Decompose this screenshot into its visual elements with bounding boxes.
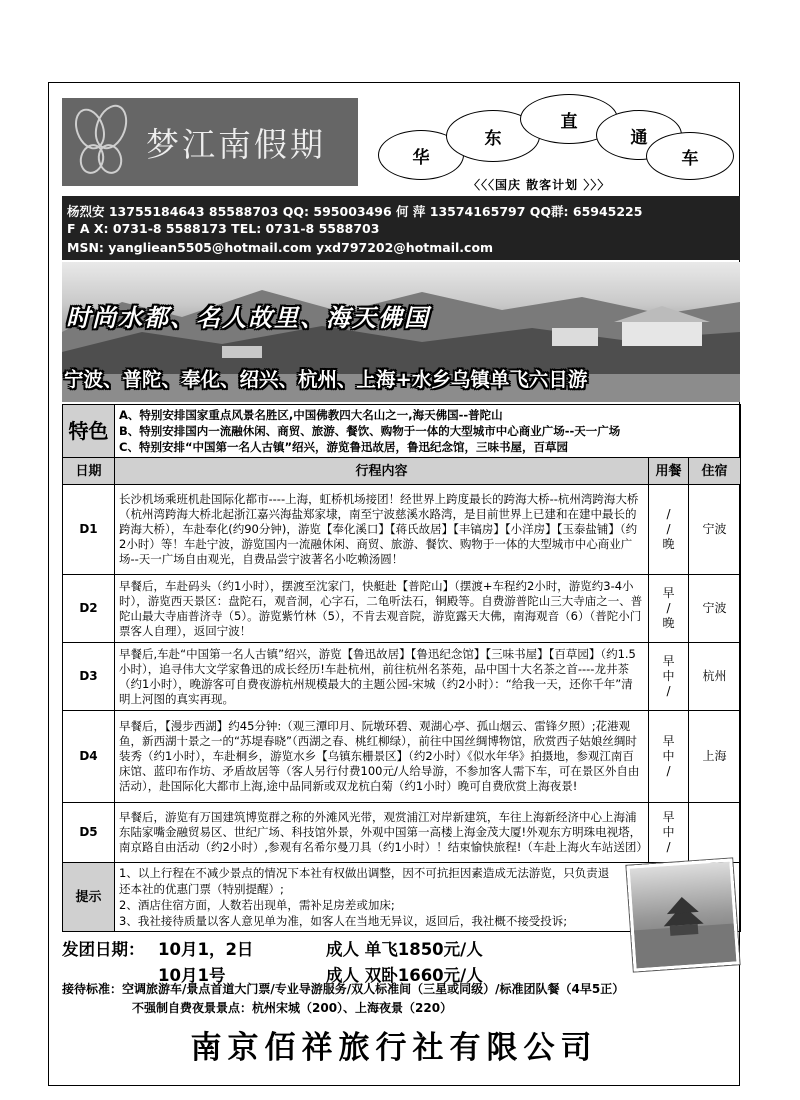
day-meal: 早 / 晚 bbox=[649, 575, 689, 643]
day-label: D2 bbox=[63, 575, 115, 643]
day-label: D1 bbox=[63, 485, 115, 575]
table-row bbox=[63, 711, 741, 803]
header-meal: 用餐 bbox=[649, 458, 689, 485]
departure-date: 10月1号 bbox=[158, 966, 226, 985]
pagoda-illustration bbox=[630, 862, 737, 969]
title-char: 华 bbox=[378, 130, 464, 180]
header-stay: 住宿 bbox=[689, 458, 741, 485]
feature-item: A、特别安排国家重点风景名胜区,中国佛教四大名山之一,海天佛国--普陀山 bbox=[119, 408, 503, 422]
departure-price: 成人 双卧1660元/人 bbox=[326, 966, 483, 985]
day-stay bbox=[689, 803, 741, 863]
day-meal: 早 中 / bbox=[649, 643, 689, 711]
table-header-row bbox=[63, 458, 741, 485]
tip-item: 1、以上行程在不减少景点的情况下本社有权做出调整，因不可抗拒因素造成无法游览，只负责退还本社的优惠门票（特别提醒）; bbox=[119, 866, 610, 896]
brand-name: 梦江南假期 bbox=[146, 124, 326, 164]
standard-line: 接待标准：空调旅游车/景点首道大门票/专业导游服务/双人标准间（三星或同级）/标准团队餐（4早5正） bbox=[62, 982, 625, 996]
day-meal: / / 晚 bbox=[649, 485, 689, 575]
day-content: 长沙机场乘班机赴国际化都市----上海，虹桥机场接团！经世界上跨度最长的跨海大桥--杭州湾跨海大桥（杭州湾跨海大桥北起浙江嘉兴海盐郑家埭，南至宁波慈溪水路湾，是目前世界上已建和在建中最长的跨海大桥），车赴奉化(约90分钟)，游览【奉化溪口】【蒋氏故居】【丰镐房】【小洋房】【玉泰盐铺】（约2小时）等！车赴宁波，游览国内一流融休闲、商贸、旅游、餐饮、购物于一体的大型城市中心商业广场--天一广场自由观光，自费品尝宁波著名小吃赖汤圆！ bbox=[115, 485, 649, 575]
day-label: D4 bbox=[63, 711, 115, 803]
service-standard bbox=[62, 980, 624, 1018]
day-content: 早餐后，车赴码头（约1小时），摆渡至沈家门，快艇赴【普陀山】（摆渡+车程约2小时，游览约3-4小时），游览西天景区：盘陀石，观音洞，心字石，二龟听法石，铜殿等。自费游普陀山三大寺庙之一、普陀山最大寺庙普济寺（5）。游览紫竹林（5），不肯去观音院，游览露天大佛，南海观音（6）（普陀小门票客人自理），返回宁波！ bbox=[115, 575, 649, 643]
table-row bbox=[63, 643, 741, 711]
departure-date: 10月1，2日 bbox=[158, 940, 254, 959]
banner-slogan: 时尚水都、名人故里、海天佛国 bbox=[66, 304, 430, 332]
title-char: 通 bbox=[596, 110, 682, 160]
departure-label: 发团日期： bbox=[62, 940, 145, 959]
features-body bbox=[115, 405, 741, 458]
contact-line-3: MSN: yangliean5505@hotmail.com yxd797202@hotmail.com bbox=[67, 240, 494, 255]
pagoda-photo bbox=[626, 858, 739, 971]
header-day: 日期 bbox=[63, 458, 115, 485]
table-row bbox=[63, 803, 741, 863]
day-content: 早餐后，【漫步西湖】约45分钟:（观三潭印月、阮墩环碧、观湖心亭、孤山烟云、雷锋夕照）;花港观鱼，新西湖十景之一的“苏堤春晓”（西湖之春、桃红柳绿），前往中国丝绸博物馆，欣赏西子姑娘丝绸时装秀（约1小时），车赴桐乡，游览水乡【乌镇东栅景区】（约2小时）《似水年华》拍摄地，参观江南百床馆、蓝印布作坊、矛盾故居等（客人另行付费100元/人给导游，不参加客人需下车，可在景区外自由活动），赴国际化大都市上海,途中品同新或双龙杭白菊（约1小时）晚可自费欣赏上海夜景! bbox=[115, 711, 649, 803]
departure-info bbox=[62, 936, 483, 986]
feature-item: C、特别安排“中国第一名人古镇”绍兴，游览鲁迅故居，鲁迅纪念馆，三味书屋，百草园 bbox=[119, 440, 569, 454]
title-char: 车 bbox=[646, 132, 734, 180]
optional-line: 不强制自费夜景景点：杭州宋城（200）、上海夜景（220） bbox=[132, 1001, 453, 1015]
day-meal: 早 中 / bbox=[649, 711, 689, 803]
table-row bbox=[63, 575, 741, 643]
day-content: 早餐后,车赴“中国第一名人古镇”绍兴，游览【鲁迅故居】【鲁迅纪念馆】【三味书屋】【百草园】（约1.5小时），追寻伟大文学家鲁迅的成长经历!车赴杭州，前往杭州名茶苑，品中国十大名茶之首----龙井茶（约1小时），晚游客可自费夜游杭州规模最大的主题公园-宋城（约2小时）：“给我一天，还你千年”清明上河图的真实再现。 bbox=[115, 643, 649, 711]
tip-item: 2、酒店住宿方面，人数若出现单，需补足房差或加床; bbox=[119, 898, 395, 912]
day-stay: 宁波 bbox=[689, 575, 741, 643]
tips-head: 提示 bbox=[63, 863, 115, 932]
contact-band bbox=[62, 196, 740, 260]
company-name: 南京佰祥旅行社有限公司 bbox=[190, 1030, 598, 1066]
day-label: D3 bbox=[63, 643, 115, 711]
day-stay: 宁波 bbox=[689, 485, 741, 575]
brand-logo bbox=[62, 98, 358, 186]
contact-line-1: 杨烈安 13755184643 85588703 QQ: 595003496 何 萍 13574165797 QQ群: 65945225 bbox=[67, 204, 643, 219]
features-row bbox=[63, 405, 741, 458]
feature-item: B、特别安排国内一流融休闲、商贸、旅游、餐饮、购物于一体的大型城市中心商业广场--天一广场 bbox=[119, 424, 621, 438]
plan-subtitle: 〈〈〈国庆 散客计划 〉〉〉 bbox=[468, 178, 611, 192]
day-stay: 杭州 bbox=[689, 643, 741, 711]
itinerary-table bbox=[62, 404, 741, 932]
title-char: 东 bbox=[446, 110, 540, 162]
tip-item: 3、我社接待质量以客人意见单为准，如客人在当地无异议，返回后，我社概不接受投诉; bbox=[119, 914, 568, 928]
day-stay: 上海 bbox=[689, 711, 741, 803]
contact-line-2: F A X: 0731-8 5588173 TEL: 0731-8 5588703 bbox=[67, 221, 380, 236]
header-content: 行程内容 bbox=[115, 458, 649, 485]
day-label: D5 bbox=[63, 803, 115, 863]
butterfly-icon bbox=[62, 98, 134, 186]
scenic-banner bbox=[62, 262, 740, 402]
table-row bbox=[63, 485, 741, 575]
title-char: 直 bbox=[520, 94, 618, 144]
banner-route-title: 宁波、普陀、奉化、绍兴、杭州、上海+水乡乌镇单飞六日游 bbox=[64, 368, 588, 391]
day-content: 早餐后，游览有万国建筑博览群之称的外滩风光带，观赏浦江对岸新建筑，车往上海新经济中心上海浦东陆家嘴金融贸易区、世纪广场、科技馆外景，外观中国第一高楼上海金茂大厦!外观东方明珠电视塔，南京路自由活动（约2小时）,参观有名希尔曼刀具（约1小时）！结束愉快旅程!（车赴上海火车站送团） bbox=[115, 803, 649, 863]
departure-price: 成人 单飞1850元/人 bbox=[326, 940, 483, 959]
features-head: 特色 bbox=[63, 405, 115, 458]
day-meal: 早 中 / bbox=[649, 803, 689, 863]
